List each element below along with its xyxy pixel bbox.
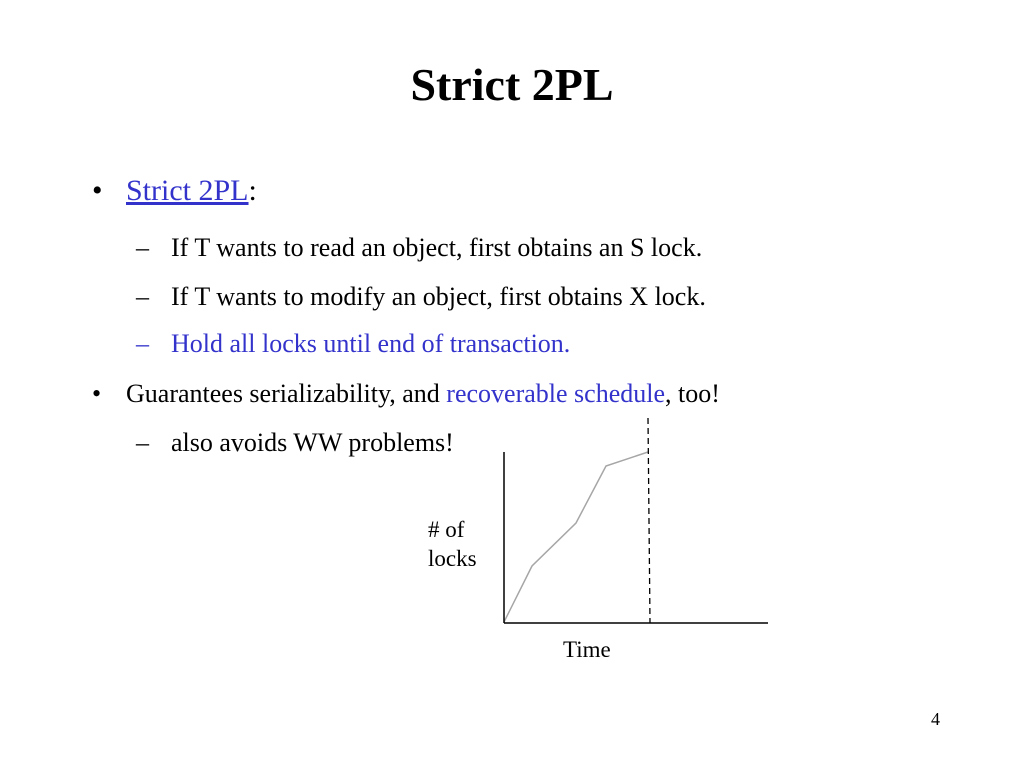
slide-title: Strict 2PL: [410, 59, 614, 110]
dash-marker: –: [136, 329, 149, 358]
recoverable-schedule-highlight: recoverable schedule: [446, 379, 665, 408]
lock-curve: [504, 452, 648, 622]
subitem-text: If T wants to read an object, first obtains an S lock.: [171, 233, 703, 262]
page-number: 4: [931, 709, 940, 729]
bullet-marker: •: [92, 379, 102, 408]
bullet-1-suffix: :: [248, 174, 257, 207]
subitem-text: Hold all locks until end of transaction.: [171, 329, 571, 358]
y-axis-label: [428, 516, 477, 574]
dash-marker: –: [136, 282, 149, 311]
bullet-marker: •: [92, 174, 103, 207]
y-axis-label-line1: # of: [428, 517, 465, 542]
x-axis-label: Time: [563, 637, 611, 662]
dash-marker: –: [136, 428, 149, 457]
subitem-text: If T wants to modify an object, first obtains X lock.: [171, 282, 706, 311]
strict-2pl-link[interactable]: Strict 2PL: [126, 174, 249, 207]
subitem-text: also avoids WW problems!: [171, 428, 454, 457]
dash-marker: –: [136, 233, 149, 262]
y-axis-label-line2: locks: [428, 545, 477, 571]
bullet-2-text-after: , too!: [665, 379, 720, 408]
end-of-transaction-line: [648, 418, 650, 623]
bullet-2-text-before: Guarantees serializability, and: [126, 379, 447, 408]
